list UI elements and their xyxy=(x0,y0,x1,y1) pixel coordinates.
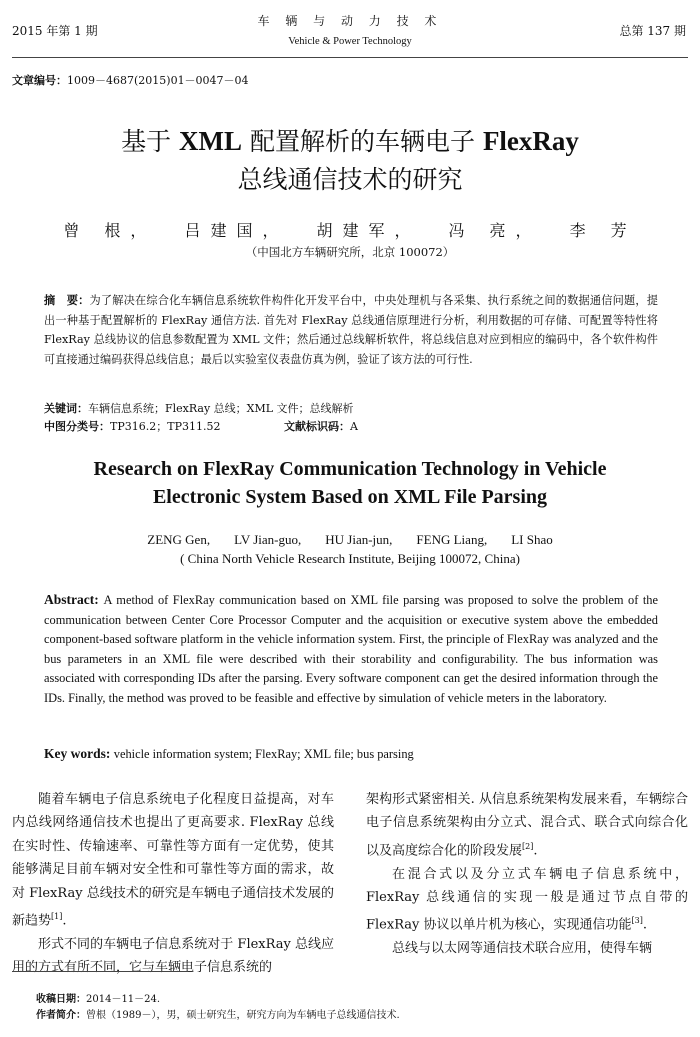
title-cn-line2: 总线通信技术的研究 xyxy=(237,165,463,194)
citation-ref[interactable]: [2] xyxy=(522,841,534,851)
title-cn-part: XML xyxy=(179,126,243,156)
journal-header xyxy=(0,12,700,47)
body-column-left xyxy=(12,788,334,980)
abstract-cn-label: 摘 要： xyxy=(44,294,90,307)
author-cn: 李 芳 xyxy=(569,221,637,240)
article-number-value: 1009－4687(2015)01－0047－04 xyxy=(67,74,249,87)
keywords-en: Key words: vehicle information system; FlexRay; XML file; bus parsing xyxy=(44,746,414,761)
abstract-cn xyxy=(44,291,658,369)
keywords-en-label: Key words xyxy=(44,746,106,761)
body-paragraph xyxy=(366,863,688,938)
abstract-cn-text: 为了解决在综合化车辆信息系统软件构件化开发平台中，中央处理机与各采集、执行系统之间的数据通信问题，提出一种基于配置解析的 FlexRay 通信方法. 首先对 FlexRay 总线通信原理进行分析，利用数据的可存储、可配置等特性将 FlexRay 总线协议的信息参数配置为 XML 文件；然后通过总线解析软件，将总线信息对应到相应的编码中，各个软件构件可直接通过编码获得总线信息；最后以实验室仪表盘仿真为例，验证了该方法的可行性. xyxy=(44,294,658,366)
citation-ref[interactable]: [3] xyxy=(631,916,643,926)
body-text: . xyxy=(62,913,67,929)
author-bio-value: 曾根（1989－），男，硕士研究生，研究方向为车辆电子总线通信技术. xyxy=(86,1010,400,1021)
title-en-line2: Electronic System Based on XML File Parsing xyxy=(152,486,548,508)
author-en: HU Jian-jun, xyxy=(325,532,393,547)
doc-code-value: A xyxy=(349,420,358,433)
author-cn: 曾 根， xyxy=(63,221,157,240)
body-paragraph xyxy=(366,788,688,863)
journal-name-en: Vehicle & Power Technology xyxy=(288,36,412,47)
authors-cn xyxy=(0,218,700,241)
body-text: . xyxy=(642,917,648,933)
total-issue-label: 总第 137 期 xyxy=(619,24,686,38)
received-value: 2014－11－24. xyxy=(86,994,161,1005)
body-paragraph: 总线与以太网等通信技术联合应用，使得车辆 xyxy=(392,941,653,957)
author-en: LV Jian-guo, xyxy=(234,532,302,547)
article-number xyxy=(12,72,249,88)
author-bio xyxy=(36,1006,400,1021)
body-text: 架构形式紧密相关. 从信息系统架构发展来看，车辆综合电子信息系统架构由分立式、混合式、联合式向综合化以及高度综合化的阶段发展 xyxy=(366,792,688,859)
title-en xyxy=(0,455,700,511)
body-paragraph xyxy=(12,788,334,933)
abstract-en-label: Abstract xyxy=(44,592,95,607)
header-divider xyxy=(12,57,688,58)
body-text: 随着车辆电子信息系统电子化程度日益提高，对车内总线网络通信技术也提出了更高要求. FlexRay 总线在实时性、传输速率、可靠性等方面有一定优势，使其能够满足目前车辆对安全性和可靠性等方面的需求，故对 FlexRay 总线技术的研究是车辆电子通信技术发展的新趋势 xyxy=(12,792,334,929)
title-cn-line1 xyxy=(0,122,700,161)
keywords-en-text: vehicle information system; FlexRay; XML file; bus parsing xyxy=(113,747,414,761)
footnote-divider xyxy=(12,971,188,972)
clc-label: 中图分类号： xyxy=(44,420,110,433)
citation-ref[interactable]: [1] xyxy=(51,912,63,922)
body-paragraph: 形式不同的车辆电子信息系统对于 FlexRay 总线应用的方式有所不同，它与车辆电子信息系统的 xyxy=(12,936,334,976)
title-en-line1: Research on FlexRay Communication Technology in Vehicle xyxy=(93,458,607,480)
author-cn: 冯 亮， xyxy=(448,221,542,240)
received-date xyxy=(36,990,160,1005)
abstract-en: Abstract: A method of FlexRay communication based on XML file parsing was proposed to solve the problem of the communication between Center Core Processor Computer and the acquisition or executive system above the embedded component-based software platform in the vehicle information system. First, the principle of FlexRay was analyzed and the bus parameters in an XML file were described with their storability and configurability. The bus information was associated with corresponding IDs after the parsing. Every software component can get the desired information through the IDs. Finally, the method was proved to be feasible and effective by simulation of vehicle meters in the laboratory. xyxy=(44,592,658,705)
clc-value: TP316.2；TP311.52 xyxy=(110,420,221,433)
author-bio-label: 作者简介： xyxy=(36,1010,86,1021)
author-cn: 胡建军， xyxy=(316,221,421,240)
issue-label: 2015 年第 1 期 xyxy=(12,24,98,38)
journal-name-cn: 车 辆 与 动 力 技 术 xyxy=(257,14,443,28)
body-text: 在混合式以及分立式车辆电子信息系统中，FlexRay 总线通信的实现一般是通过节点自带的 FlexRay 协议以单片机为核心，实现通信功能 xyxy=(366,866,688,933)
author-cn: 吕建国， xyxy=(184,221,289,240)
article-number-label: 文章编号： xyxy=(12,74,67,87)
body-column-right xyxy=(366,788,688,961)
received-label: 收稿日期： xyxy=(36,994,86,1005)
title-cn-part: FlexRay xyxy=(482,126,579,156)
title-cn-part: 基于 xyxy=(121,127,180,156)
authors-en xyxy=(0,532,700,548)
title-cn xyxy=(0,122,700,199)
abstract-en-text: A method of FlexRay communication based on XML file parsing was proposed to solve the problem of the communication between Center Core Processor Computer and the acquisition or executive system above the embedded component-based software platform in the vehicle information system. First, the principle of FlexRay was analyzed and the bus parameters in an XML file were described with their storability and configurability. The bus information was associated with corresponding IDs after the parsing. Every software component can get the desired information through the IDs. Finally, the method was proved to be feasible and effective by simulation of vehicle meters in the laboratory. xyxy=(44,593,658,705)
body-text: . xyxy=(533,843,538,859)
author-en: ZENG Gen, xyxy=(147,532,211,547)
affiliation-cn: （中国北方车辆研究所，北京 100072） xyxy=(245,245,455,259)
keywords-cn-label: 关键词： xyxy=(44,402,88,415)
keywords-cn xyxy=(44,400,354,416)
title-cn-part: 配置解析的车辆电子 xyxy=(242,127,483,156)
doc-code-label: 文献标识码： xyxy=(283,420,350,433)
classification xyxy=(44,418,358,434)
keywords-cn-text: 车辆信息系统；FlexRay 总线；XML 文件；总线解析 xyxy=(88,402,354,415)
affiliation-en: ( China North Vehicle Research Institute, Beijing 100072, China) xyxy=(180,551,520,566)
author-en: LI Shao xyxy=(511,532,553,547)
author-en: FENG Liang, xyxy=(416,532,488,547)
